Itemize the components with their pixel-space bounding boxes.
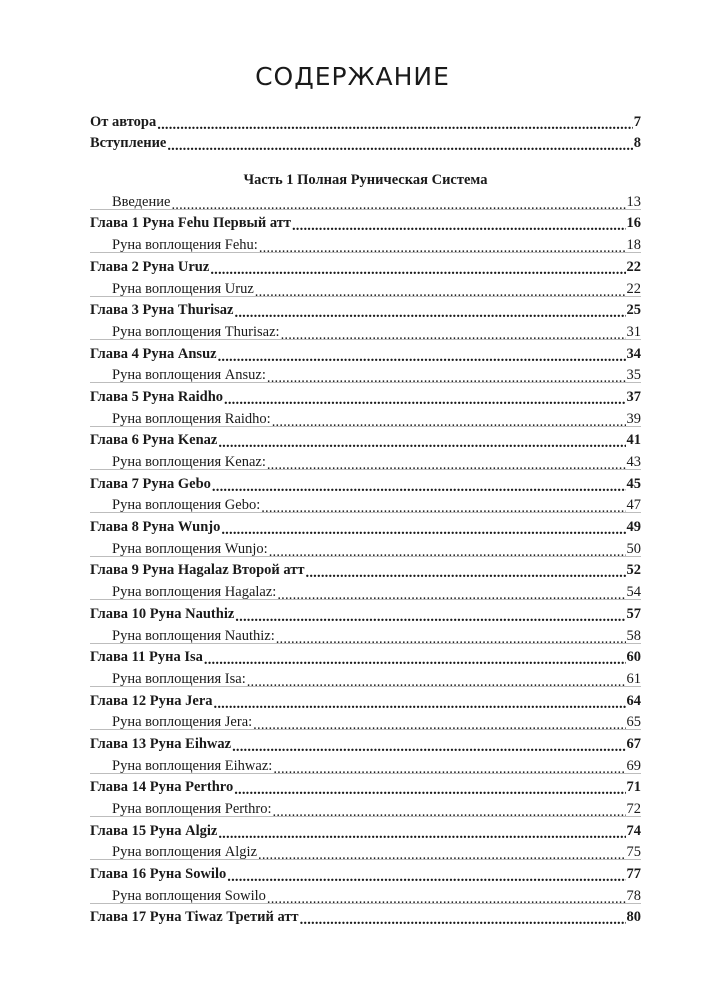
toc-subentry[interactable] bbox=[90, 709, 641, 731]
dot-leader bbox=[267, 456, 626, 470]
toc-entry-label: Руна воплощения Eihwaz: bbox=[112, 757, 273, 774]
toc-chapter-entry[interactable] bbox=[90, 427, 641, 449]
toc-entry-label: Руна воплощения Hagalaz: bbox=[112, 584, 277, 601]
dot-leader bbox=[277, 586, 625, 600]
toc-entry-page: 47 bbox=[626, 497, 641, 514]
dot-leader bbox=[267, 369, 626, 383]
toc-chapter-entry[interactable] bbox=[90, 557, 641, 579]
toc-entry-label: Руна воплощения Algiz bbox=[112, 844, 258, 861]
toc-chapter-entry[interactable] bbox=[90, 904, 641, 926]
dot-leader bbox=[157, 116, 633, 130]
dot-leader bbox=[255, 283, 626, 297]
toc-entry-page: 65 bbox=[626, 714, 641, 731]
toc-entry-page: 72 bbox=[626, 801, 641, 817]
toc-entry-label: Глава 11 Руна Isa bbox=[90, 649, 203, 666]
dot-leader bbox=[273, 803, 626, 817]
toc-chapter-entry[interactable] bbox=[90, 774, 641, 796]
toc-entry-page: 16 bbox=[626, 215, 641, 232]
dot-leader bbox=[272, 413, 626, 427]
toc-entry-page: 71 bbox=[626, 779, 641, 796]
toc-entry-page: 60 bbox=[626, 649, 641, 666]
toc-entry-page: 41 bbox=[626, 432, 641, 449]
dot-leader bbox=[218, 348, 626, 362]
dot-leader bbox=[276, 630, 626, 644]
toc-entry-page: 7 bbox=[633, 113, 641, 130]
toc-entry-label: Руна воплощения Fehu: bbox=[112, 237, 258, 254]
dot-leader bbox=[204, 651, 626, 665]
toc-entry-label: Глава 5 Руна Raidho bbox=[90, 388, 224, 405]
toc-entry-label: Руна воплощения Wunjo: bbox=[112, 540, 268, 557]
toc-entry-label: Руна воплощения Perthro: bbox=[112, 801, 272, 817]
toc-chapter-entry[interactable] bbox=[90, 817, 641, 839]
toc-entry-label: Руна воплощения Isa: bbox=[112, 670, 246, 687]
spacer bbox=[90, 151, 641, 166]
toc-subentry[interactable] bbox=[90, 318, 641, 340]
toc-entry-label: Глава 17 Руна Tiwaz Третий атт bbox=[90, 909, 299, 926]
toc-entry-label: Руна воплощения Jera: bbox=[112, 714, 253, 731]
toc-entry-label: Глава 7 Руна Gebo bbox=[90, 475, 211, 492]
dot-leader bbox=[247, 673, 626, 687]
dot-leader bbox=[210, 261, 625, 275]
toc-entry-label: Руна воплощения Sowilo bbox=[112, 887, 266, 904]
part-heading bbox=[90, 166, 641, 188]
toc-entry-label: От автора bbox=[90, 113, 157, 130]
toc-chapter-entry[interactable] bbox=[90, 600, 641, 622]
toc-entry-label: Глава 15 Руна Algiz bbox=[90, 822, 218, 839]
page-title: СОДЕРЖАНИЕ bbox=[255, 62, 450, 91]
toc-entry-page: 37 bbox=[626, 388, 641, 405]
dot-leader bbox=[267, 890, 626, 904]
dot-leader bbox=[292, 217, 626, 231]
dot-leader bbox=[259, 239, 626, 253]
toc-entry-page: 74 bbox=[626, 822, 641, 839]
toc-chapter-entry[interactable] bbox=[90, 470, 641, 492]
dot-leader bbox=[218, 825, 625, 839]
toc-entry-page: 8 bbox=[633, 135, 641, 152]
dot-leader bbox=[269, 543, 626, 557]
toc-subentry[interactable] bbox=[90, 622, 641, 644]
dot-leader bbox=[227, 868, 625, 882]
toc-chapter-entry[interactable] bbox=[90, 513, 641, 535]
toc-subentry[interactable] bbox=[90, 665, 641, 687]
toc-entry-page: 39 bbox=[626, 410, 641, 427]
toc-subentry[interactable] bbox=[90, 795, 641, 817]
toc-entry-label: Руна воплощения Nauthiz: bbox=[112, 627, 275, 644]
toc-subentry[interactable] bbox=[90, 839, 641, 861]
toc-entry-label: Руна воплощения Uruz bbox=[112, 280, 254, 297]
toc-entry-page: 57 bbox=[626, 605, 641, 622]
toc-subentry[interactable] bbox=[90, 882, 641, 904]
toc-entry-page: 18 bbox=[626, 237, 641, 254]
dot-leader bbox=[232, 738, 625, 752]
table-of-contents bbox=[90, 108, 641, 925]
toc-entry-page: 35 bbox=[626, 367, 641, 384]
toc-entry-page: 34 bbox=[626, 345, 641, 362]
toc-entry-page: 61 bbox=[626, 670, 641, 687]
toc-entry-label: Руна воплощения Ansuz: bbox=[112, 367, 266, 384]
dot-leader bbox=[234, 781, 625, 795]
toc-entry-label: Вступление bbox=[90, 135, 167, 152]
toc-subentry[interactable] bbox=[90, 275, 641, 297]
dot-leader bbox=[171, 196, 625, 210]
toc-entry-label: Руна воплощения Kenaz: bbox=[112, 454, 266, 470]
toc-entries bbox=[90, 188, 641, 925]
toc-entry-label: Глава 13 Руна Eihwaz bbox=[90, 735, 232, 752]
dot-leader bbox=[300, 911, 626, 925]
toc-entry-label: Глава 10 Руна Nauthiz bbox=[90, 605, 235, 622]
toc-chapter-entry[interactable] bbox=[90, 644, 641, 666]
dot-leader bbox=[258, 846, 625, 860]
toc-entry-label: Глава 9 Руна Hagalaz Второй атт bbox=[90, 562, 305, 579]
toc-entry-page: 77 bbox=[626, 866, 641, 883]
toc-entry-page: 13 bbox=[626, 193, 641, 210]
toc-entry-page: 69 bbox=[626, 757, 641, 774]
toc-subentry[interactable] bbox=[90, 231, 641, 253]
toc-entry-label: Руна воплощения Thurisaz: bbox=[112, 323, 280, 340]
toc-chapter-entry[interactable] bbox=[90, 383, 641, 405]
toc-entry-intro[interactable] bbox=[90, 130, 641, 152]
dot-leader bbox=[167, 137, 632, 151]
toc-chapter-entry[interactable] bbox=[90, 687, 641, 709]
toc-subentry[interactable] bbox=[90, 752, 641, 774]
toc-subentry[interactable] bbox=[90, 448, 641, 470]
toc-subentry[interactable] bbox=[90, 535, 641, 557]
dot-leader bbox=[273, 760, 625, 774]
toc-subentry[interactable] bbox=[90, 405, 641, 427]
toc-entry-page: 64 bbox=[626, 692, 641, 709]
toc-subentry[interactable] bbox=[90, 188, 641, 210]
toc-entry-page: 25 bbox=[626, 302, 641, 319]
toc-chapter-entry[interactable] bbox=[90, 340, 641, 362]
toc-entry-label: Глава 6 Руна Kenaz bbox=[90, 432, 218, 449]
toc-entry-page: 80 bbox=[626, 909, 641, 926]
toc-entry-label: Глава 12 Руна Jera bbox=[90, 692, 213, 709]
toc-entry-page: 58 bbox=[626, 627, 641, 644]
toc-entry-page: 54 bbox=[626, 584, 641, 601]
toc-entry-page: 22 bbox=[626, 280, 641, 297]
dot-leader bbox=[224, 391, 625, 405]
toc-subentry[interactable] bbox=[90, 492, 641, 514]
dot-leader bbox=[235, 304, 626, 318]
dot-leader bbox=[281, 326, 626, 340]
dot-leader bbox=[214, 695, 626, 709]
dot-leader bbox=[221, 521, 625, 535]
dot-leader bbox=[212, 478, 626, 492]
toc-chapter-entry[interactable] bbox=[90, 730, 641, 752]
toc-entry-page: 52 bbox=[626, 562, 641, 579]
toc-entry-intro[interactable] bbox=[90, 108, 641, 130]
part-title: Часть 1 Полная Руническая Система bbox=[243, 172, 488, 189]
toc-entry-label: Глава 1 Руна Fehu Первый атт bbox=[90, 215, 291, 232]
dot-leader bbox=[218, 434, 625, 448]
toc-subentry[interactable] bbox=[90, 578, 641, 600]
toc-entry-page: 75 bbox=[626, 844, 641, 861]
dot-leader bbox=[253, 716, 625, 730]
toc-entry-label: Глава 14 Руна Perthro bbox=[90, 779, 234, 796]
toc-entry-label: Глава 16 Руна Sowilo bbox=[90, 866, 227, 883]
toc-chapter-entry[interactable] bbox=[90, 297, 641, 319]
toc-chapter-entry[interactable] bbox=[90, 253, 641, 275]
toc-entry-label: Руна воплощения Raidho: bbox=[112, 410, 271, 427]
toc-chapter-entry[interactable] bbox=[90, 210, 641, 232]
toc-entry-page: 78 bbox=[626, 887, 641, 904]
toc-entry-page: 45 bbox=[626, 475, 641, 492]
toc-chapter-entry[interactable] bbox=[90, 860, 641, 882]
toc-entry-page: 43 bbox=[626, 454, 641, 470]
dot-leader bbox=[235, 608, 625, 622]
toc-entry-label: Руна воплощения Gebo: bbox=[112, 497, 261, 514]
toc-entry-page: 50 bbox=[626, 540, 641, 557]
toc-entry-page: 31 bbox=[626, 323, 641, 340]
toc-entry-page: 49 bbox=[626, 519, 641, 536]
toc-entry-label: Глава 4 Руна Ansuz bbox=[90, 345, 217, 362]
toc-entry-label: Глава 2 Руна Uruz bbox=[90, 258, 210, 275]
toc-subentry[interactable] bbox=[90, 362, 641, 384]
toc-entry-page: 22 bbox=[626, 258, 641, 275]
toc-entry-label: Глава 8 Руна Wunjo bbox=[90, 519, 221, 536]
toc-entry-label: Введение bbox=[112, 193, 171, 210]
dot-leader bbox=[306, 564, 626, 578]
toc-entry-page: 67 bbox=[626, 735, 641, 752]
dot-leader bbox=[261, 499, 625, 513]
toc-entry-label: Глава 3 Руна Thurisaz bbox=[90, 302, 234, 319]
